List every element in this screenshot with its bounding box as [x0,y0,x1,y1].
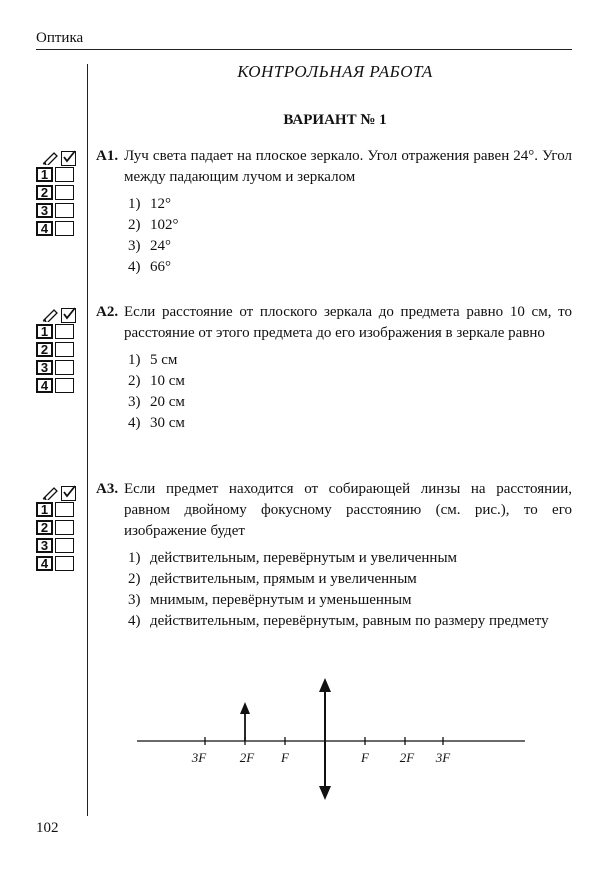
answer-number: 4 [36,556,53,571]
option-text: мнимым, перевёрнутым и уменьшенным [150,592,412,608]
variant-heading: ВАРИАНТ № 1 [283,112,387,128]
answer-box-4[interactable] [55,378,74,393]
lens-diagram [135,676,527,802]
option-text: 24° [150,238,171,254]
option-text: действительным, прямым и увеличенным [150,571,417,587]
axis-label-f-right: F [361,750,369,765]
pencil-icon [42,308,60,322]
answer-box-2[interactable] [55,185,74,200]
option-number: 1) [128,550,141,566]
option-text: 10 см [150,373,185,389]
option-text: 5 см [150,352,178,368]
axis-label-3f-left: 3F [191,750,207,765]
page-number: 102 [36,820,59,836]
answer-number: 2 [36,520,53,535]
question-text: Луч света падает на плоское зеркало. Угол отражения равен 24°. Угол между падающим лучом и зеркалом [124,148,572,185]
pencil-icon [42,151,60,165]
pencil-icon [42,486,60,500]
option-item[interactable] [128,590,572,611]
option-number: 4) [128,613,141,629]
question-a2 [96,302,572,434]
option-item[interactable] [128,392,572,413]
option-item[interactable] [128,236,572,257]
checkbox-icon [61,151,76,166]
question-a1 [96,146,572,278]
option-number: 4) [128,415,141,431]
answer-block-a2 [36,307,76,395]
option-item[interactable] [128,215,572,236]
answer-number: 4 [36,221,53,236]
options-list [128,194,572,278]
question-text: Если расстояние от плоского зеркала до предмета равно 10 см, то расстояние от этого предмета до его изображения в зеркале равно [124,304,572,341]
option-text: действительным, перевёрнутым, равным по размеру предмету [150,613,549,629]
answer-number: 1 [36,167,53,182]
checkbox-icon [61,486,76,501]
header-divider [36,49,572,50]
option-number: 3) [128,592,141,608]
axis-label-2f-right: 2F [399,750,415,765]
answer-number: 2 [36,185,53,200]
object-arrow [240,702,250,741]
option-item[interactable] [128,194,572,215]
option-item[interactable] [128,548,572,569]
option-item[interactable] [128,257,572,278]
option-text: 12° [150,196,171,212]
answer-number: 3 [36,538,53,553]
answer-block-a3 [36,485,76,573]
option-number: 3) [128,238,141,254]
option-number: 2) [128,571,141,587]
answer-box-3[interactable] [55,203,74,218]
section-header: Оптика [36,30,84,46]
checkbox-icon [61,308,76,323]
page-title: КОНТРОЛЬНАЯ РАБОТА [237,62,433,81]
option-text: действительным, перевёрнутым и увеличенным [150,550,458,566]
option-number: 2) [128,217,141,233]
answer-box-2[interactable] [55,520,74,535]
option-item[interactable] [128,413,572,434]
axis-label-2f-left: 2F [239,750,255,765]
option-item[interactable] [128,350,572,371]
answer-block-a1 [36,150,76,238]
question-text: Если предмет находится от собирающей линзы на расстоянии, равном двойному фокусному расстоянию (см. рис.), то его изображение будет [124,481,572,539]
lens-icon [319,678,331,800]
option-number: 1) [128,352,141,368]
answer-box-1[interactable] [55,167,74,182]
answer-number: 2 [36,342,53,357]
options-list [128,350,572,434]
answer-number: 1 [36,324,53,339]
option-text: 30 см [150,415,185,431]
answer-box-2[interactable] [55,342,74,357]
axis-label-f-left: F [281,750,289,765]
margin-divider [87,64,88,816]
answer-number: 1 [36,502,53,517]
option-text: 66° [150,259,171,275]
option-text: 102° [150,217,179,233]
answer-number: 3 [36,360,53,375]
answer-number: 3 [36,203,53,218]
question-number: А2. [96,304,119,320]
option-item[interactable] [128,569,572,590]
answer-box-4[interactable] [55,556,74,571]
question-number: А3. [96,481,119,497]
answer-box-4[interactable] [55,221,74,236]
question-a3 [96,479,572,632]
answer-number: 4 [36,378,53,393]
option-number: 1) [128,196,141,212]
answer-box-1[interactable] [55,324,74,339]
question-number: А1. [96,148,119,164]
answer-box-3[interactable] [55,538,74,553]
option-text: 20 см [150,394,185,410]
answer-box-1[interactable] [55,502,74,517]
answer-box-3[interactable] [55,360,74,375]
option-number: 3) [128,394,141,410]
option-number: 2) [128,373,141,389]
axis-label-3f-right: 3F [435,750,451,765]
option-item[interactable] [128,611,572,632]
option-item[interactable] [128,371,572,392]
option-number: 4) [128,259,141,275]
options-list [128,548,572,632]
